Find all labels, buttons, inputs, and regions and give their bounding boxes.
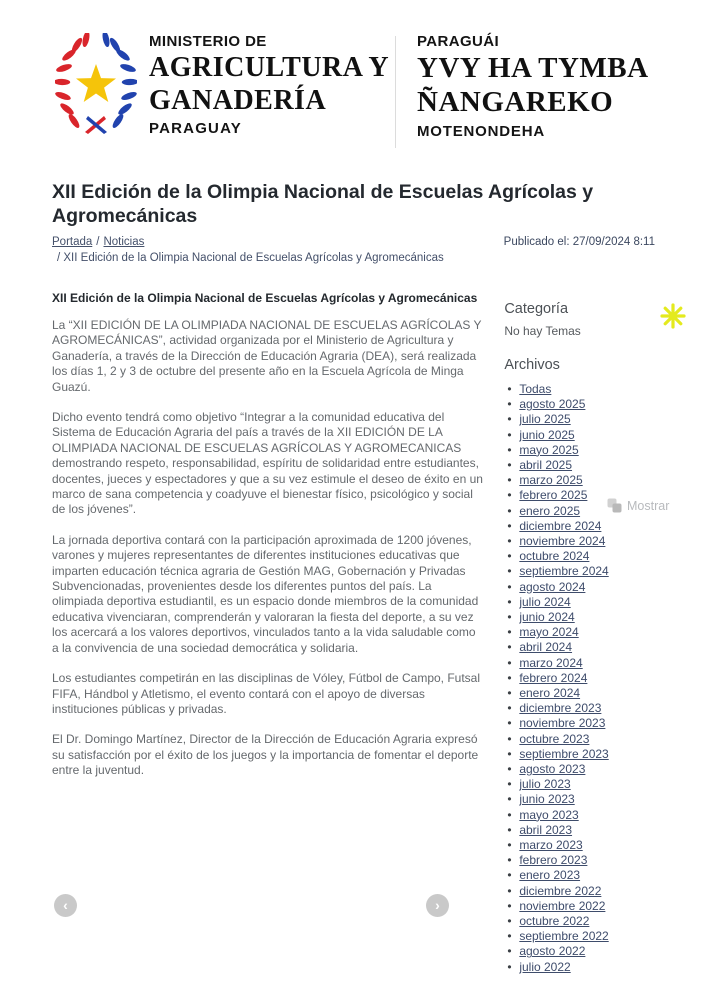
content-columns xyxy=(52,291,655,975)
sidebar xyxy=(504,291,655,975)
breadcrumb-link-noticias[interactable]: Noticias xyxy=(103,235,145,248)
archive-link[interactable]: junio 2025 xyxy=(519,427,575,442)
mostrar-tooltip[interactable] xyxy=(602,495,676,516)
archive-item xyxy=(519,929,655,944)
archive-link[interactable]: abril 2025 xyxy=(519,457,573,472)
carousel-prev-button[interactable] xyxy=(54,894,77,917)
archive-link[interactable]: julio 2024 xyxy=(519,594,571,609)
archive-link[interactable]: octubre 2024 xyxy=(519,549,590,564)
article-paragraph: El Dr. Domingo Martínez, Director de la Dirección de Educación Agraria expresó su satisfacción por el éxito de los juegos y la importancia de fomentar el deporte entre la juventud. xyxy=(52,732,479,778)
archive-link[interactable]: diciembre 2023 xyxy=(519,701,602,716)
article-paragraph: La “XII EDICIÓN DE LA OLIMPIADA NACIONAL DE ESCUELAS AGRÍCOLAS Y AGROMECÁNICAS”, actividad organizada por el Ministerio de Agricultura y Ganadería, a través de la Dirección de Educación Agraria (DEA), será realizada los días 1, 2 y 3 de octubre del presente año en la Escuela Agrícola de Minga Guazú. xyxy=(52,317,482,394)
category-title: Categoría xyxy=(504,300,569,317)
mostrar-label: Mostrar xyxy=(627,498,670,513)
archive-item xyxy=(519,564,655,579)
archive-list xyxy=(504,382,655,975)
archive-item xyxy=(519,732,655,747)
archive-item xyxy=(519,610,655,625)
article-paragraph: La jornada deportiva contará con la participación aproximada de 1200 jóvenes, varones y mujeres representantes de diferentes instituciones educativas que imparten educación técnica agraria de Gestión MAG, Gobernación y Privadas Subvencionadas, provenientes desde los diferentes puntos del país. La olimpiada deportiva estudiantil, es un espacio donde miembros de la comunidad educativa vivenciaran, comprenderán y valoraran la fiesta del deporte, a su vez los acercará a los valores deportivos, vinculados tanto a la vida saludable como a la convivencia de una sociedad democrática y solidaria. xyxy=(52,532,479,655)
ministry-logo-text xyxy=(149,33,395,139)
archive-link[interactable]: enero 2025 xyxy=(519,503,581,518)
archive-link[interactable]: noviembre 2023 xyxy=(519,716,606,731)
archive-link[interactable]: noviembre 2024 xyxy=(519,534,606,548)
archive-item xyxy=(519,656,655,671)
archive-item xyxy=(519,914,655,929)
archive-link[interactable]: diciembre 2022 xyxy=(519,883,602,898)
archives-title: Archivos xyxy=(504,356,560,373)
logo-line-agricultura: AGRICULTURA Y xyxy=(149,51,390,83)
logo-line-paraguai: PARAGUÁI xyxy=(417,33,500,50)
chevron-right-icon: › xyxy=(435,897,440,913)
archive-link[interactable]: marzo 2024 xyxy=(519,655,583,670)
archive-item xyxy=(519,534,655,549)
archive-item xyxy=(519,473,655,488)
archive-item xyxy=(519,549,655,564)
archive-item xyxy=(519,716,655,731)
archive-item xyxy=(519,428,655,443)
archive-item xyxy=(519,397,655,412)
accessibility-asterisk-icon[interactable] xyxy=(659,302,687,330)
published-date: Publicado el: 27/09/2024 8:11 xyxy=(503,235,655,248)
archive-link[interactable]: octubre 2023 xyxy=(519,731,590,746)
archive-item xyxy=(519,640,655,655)
archive-link[interactable]: Todas xyxy=(519,381,552,396)
archive-link[interactable]: enero 2023 xyxy=(519,868,581,883)
archive-link[interactable]: julio 2023 xyxy=(519,777,571,792)
archive-item xyxy=(519,838,655,853)
archive-item xyxy=(519,382,655,397)
archive-item xyxy=(519,458,655,473)
archive-link[interactable]: diciembre 2024 xyxy=(519,518,602,533)
archive-item xyxy=(519,792,655,807)
breadcrumb-separator: / xyxy=(96,235,100,248)
archive-item xyxy=(519,808,655,823)
archive-item xyxy=(519,899,655,914)
archive-link[interactable]: marzo 2023 xyxy=(519,838,583,853)
archive-item xyxy=(519,443,655,458)
archive-link[interactable]: septiembre 2022 xyxy=(519,929,609,944)
archive-item xyxy=(519,519,655,534)
paraguay-coat-of-arms-logo xyxy=(55,33,137,135)
archive-link[interactable]: septiembre 2023 xyxy=(519,746,609,761)
archive-item xyxy=(519,580,655,595)
archive-item xyxy=(519,944,655,959)
guarani-logo-text xyxy=(417,33,649,141)
archive-item xyxy=(519,595,655,610)
article-body xyxy=(52,318,483,779)
archive-link[interactable]: abril 2023 xyxy=(519,822,573,837)
article-heading: XII Edición de la Olimpia Nacional de Escuelas Agrícolas y Agromecánicas xyxy=(52,290,478,305)
archive-link[interactable]: abril 2024 xyxy=(519,640,573,655)
logo-line-motenondeha: MOTENONDEHA xyxy=(417,122,545,140)
archive-link[interactable]: julio 2022 xyxy=(519,959,571,974)
logo-divider xyxy=(395,36,396,148)
archive-item xyxy=(519,853,655,868)
archive-link[interactable]: octubre 2022 xyxy=(519,914,590,929)
archive-link[interactable]: noviembre 2022 xyxy=(519,898,606,913)
archive-item xyxy=(519,747,655,762)
logo-line-ministerio: MINISTERIO DE xyxy=(149,33,267,50)
archive-link[interactable]: junio 2023 xyxy=(519,792,575,807)
archive-item xyxy=(519,671,655,686)
carousel-next-button[interactable] xyxy=(426,894,449,917)
meta-row xyxy=(52,236,655,248)
logo-line-nangareko: ÑANGAREKO xyxy=(417,85,614,118)
archive-item xyxy=(519,960,655,975)
translate-icon xyxy=(607,498,622,513)
page-title: XII Edición de la Olimpia Nacional de Escuelas Agrícolas y Agromecánicas xyxy=(52,181,594,227)
logo-line-paraguay: PARAGUAY xyxy=(149,120,242,138)
article-paragraph: Los estudiantes competirán en las disciplinas de Vóley, Fútbol de Campo, Futsal FIFA, Hándbol y Atletismo, el evento contará con el apoyo de diversas instituciones públicas y privadas. xyxy=(52,671,481,716)
archive-link[interactable]: agosto 2024 xyxy=(519,579,586,594)
archive-link[interactable]: febrero 2023 xyxy=(519,853,588,868)
main-content xyxy=(0,181,707,975)
archive-link[interactable]: agosto 2023 xyxy=(519,762,586,777)
archive-item xyxy=(519,412,655,427)
breadcrumb xyxy=(52,236,144,248)
archive-item xyxy=(519,884,655,899)
breadcrumb-current: / XII Edición de la Olimpia Nacional de Escuelas Agrícolas y Agromecánicas xyxy=(57,251,444,264)
archive-link[interactable]: mayo 2024 xyxy=(519,625,579,640)
logo-line-yvy: YVY HA TYMBA xyxy=(417,51,649,84)
chevron-left-icon: ‹ xyxy=(63,897,68,913)
archive-item xyxy=(519,823,655,838)
archive-item xyxy=(519,701,655,716)
archive-item xyxy=(519,762,655,777)
archive-link[interactable]: mayo 2023 xyxy=(519,807,579,822)
archive-link[interactable]: septiembre 2024 xyxy=(519,564,609,579)
archive-item xyxy=(519,625,655,640)
archive-link[interactable]: marzo 2025 xyxy=(519,473,583,488)
star-icon xyxy=(76,64,116,102)
archive-link[interactable]: enero 2024 xyxy=(519,686,581,701)
archive-link[interactable]: febrero 2024 xyxy=(519,670,588,685)
site-header xyxy=(0,0,707,148)
archive-link[interactable]: junio 2024 xyxy=(519,610,575,625)
archive-link[interactable]: mayo 2025 xyxy=(519,442,579,457)
category-empty-text: No hay Temas xyxy=(504,323,581,338)
archive-item xyxy=(519,686,655,701)
logo-line-ganaderia: GANADERÍA xyxy=(149,84,327,116)
archive-item xyxy=(519,777,655,792)
breadcrumb-link-portada[interactable]: Portada xyxy=(52,235,93,248)
archive-link[interactable]: agosto 2025 xyxy=(519,397,586,412)
archive-link[interactable]: agosto 2022 xyxy=(519,944,586,959)
article-paragraph: Dicho evento tendrá como objetivo “Integrar a la comunidad educativa del Sistema de Educación Agraria del país a través de la XII EDICIÓN DE LA OLIMPIADA NACIONAL DE ESCUELAS AGRÍCOLAS Y AGROMECANICAS demostrando respeto, responsabilidad, espíritu de solidaridad entre estudiantes, docentes, jueces y espectadores y que a su vez estimule el deseo de éxito en un marco de sana competencia y coadyuve el bienestar físico, psicológico y social de los jóvenes”. xyxy=(52,410,483,517)
archive-link[interactable]: julio 2025 xyxy=(519,412,571,427)
archive-link[interactable]: febrero 2025 xyxy=(519,488,588,503)
article-column xyxy=(52,291,483,975)
archive-item xyxy=(519,868,655,883)
